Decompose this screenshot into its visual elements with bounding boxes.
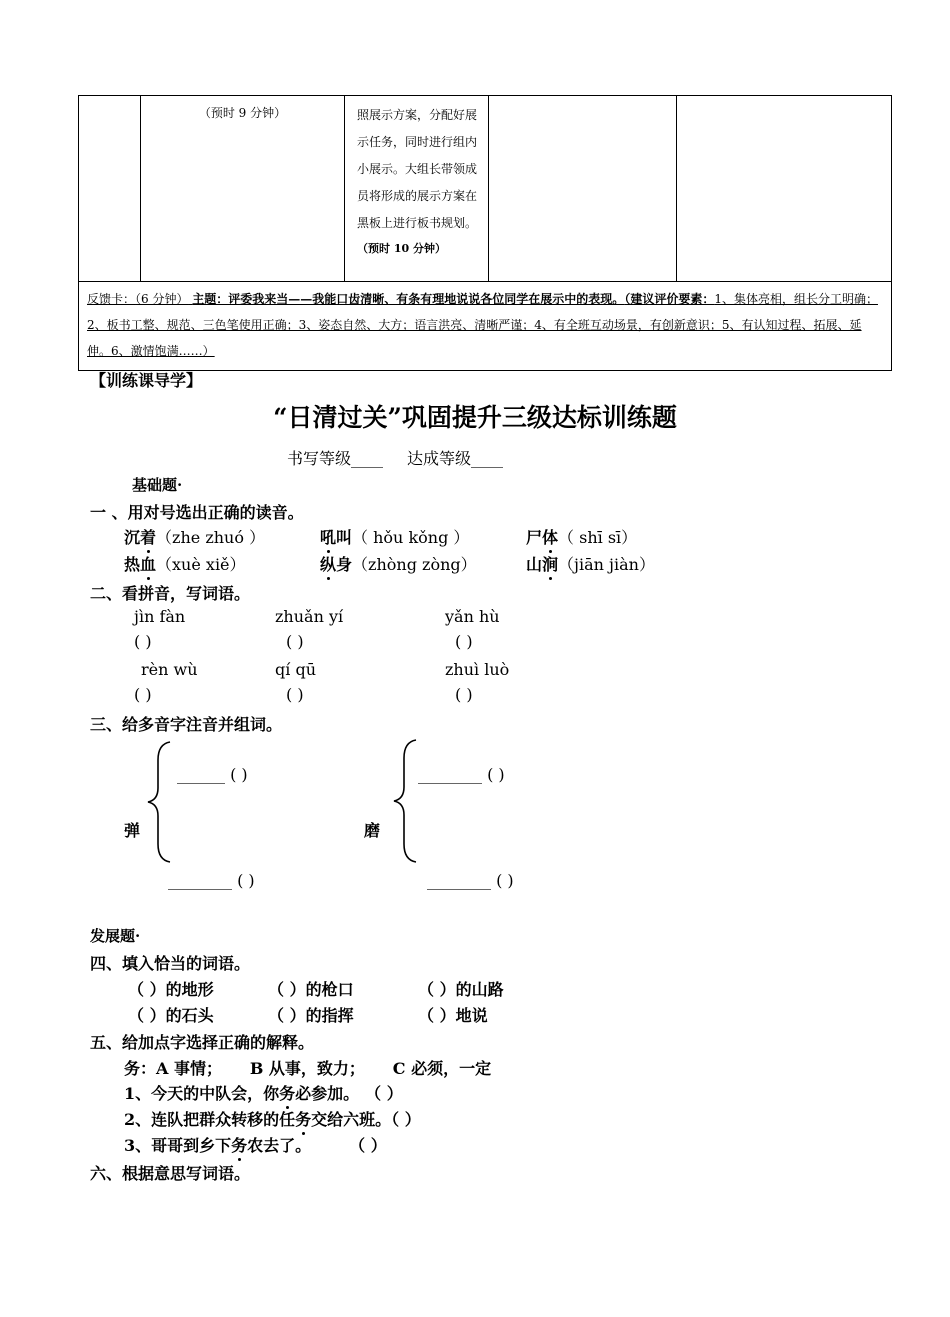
table-cell <box>79 96 141 282</box>
table-cell-time <box>141 96 345 282</box>
q1-item: 沉着（zhe zhuó ） <box>124 525 265 548</box>
table-row <box>79 282 892 371</box>
answer-line[interactable]: ________ ( ) <box>418 765 505 784</box>
table-cell <box>489 96 677 282</box>
pinyin: qí qū <box>275 660 316 679</box>
q1-item: 吼叫（ hǒu kǒng ） <box>320 525 469 548</box>
fill-item[interactable]: （ ）的指挥 <box>268 1006 354 1025</box>
pinyin: zhuǎn yí <box>275 607 344 626</box>
answer-line[interactable]: ________ ( ) <box>168 871 255 890</box>
table-cell <box>677 96 892 282</box>
answer-blank[interactable]: ( ) <box>134 685 152 704</box>
answer-blank[interactable]: ( ) <box>134 632 152 651</box>
feedback-criteria-head: （建议评价要素： <box>624 292 715 306</box>
polyphone-char: 磨 <box>364 821 381 840</box>
answer-blank[interactable]: ( ) <box>455 685 473 704</box>
pinyin: yǎn hù <box>445 607 500 626</box>
achievement-grade: 达成等级____ <box>407 449 504 468</box>
q6-heading: 六、根据意思写词语。 <box>90 1164 251 1183</box>
time-note: （预时 9 分钟） <box>198 106 287 120</box>
fill-item[interactable]: （ ）的山路 <box>418 980 504 999</box>
q4-heading: 四、填入恰当的词语。 <box>90 954 251 973</box>
page-title: “日清过关”巩固提升三级达标训练题 <box>273 403 677 432</box>
definition-line: 务：A 事情； B 从事，致力； C 必须，一定 <box>124 1059 492 1078</box>
answer-blank[interactable]: ( ) <box>286 685 304 704</box>
feedback-theme: 主题：评委我来当——我能口齿清晰、有条有理地说说各位同学在展示中的表现。 <box>192 292 625 306</box>
fill-item[interactable]: （ ）地说 <box>418 1006 488 1025</box>
feedback-time: （6 分钟） <box>135 292 189 306</box>
feedback-card <box>79 282 892 371</box>
feedback-criteria: 1、集体亮相，组长分工明确；2、板书工整、规范、三色笔使用正确；3、姿态自然、大方；语言洪亮、清晰严谨；4、有全班互动场景，有创新意识；5、有认知过程、拓展、延伸。6、激情饱满……） <box>87 292 878 358</box>
lesson-plan-table <box>78 95 892 371</box>
table-row <box>79 96 892 282</box>
q5-item: 1、今天的中队会，你务必参加。 （ ） <box>124 1081 403 1104</box>
section-header: 【训练课导学】 <box>90 371 203 390</box>
q2-heading: 二、看拼音，写词语。 <box>90 584 251 603</box>
q1-item: 山涧（jiān jiàn） <box>526 552 655 575</box>
answer-blank[interactable]: （ ） <box>391 1110 421 1129</box>
answer-line[interactable]: ________ ( ) <box>427 871 514 890</box>
q1-item: 热血（xuè xiě） <box>124 552 246 575</box>
fill-item[interactable]: （ ）的枪口 <box>268 980 354 999</box>
answer-line[interactable]: ______ ( ) <box>177 765 248 784</box>
instruction-text: 照展示方案，分配好展示任务，同时进行组内小展示。大组长带领成员将形成的展示方案在黑板上进行板书规划。 <box>357 108 478 230</box>
fill-item[interactable]: （ ）的石头 <box>128 1006 214 1025</box>
q5-item: 3、哥哥到乡下务农去了。 （ ） <box>124 1133 387 1156</box>
fill-item[interactable]: （ ）的地形 <box>128 980 214 999</box>
table-cell-instructions <box>345 96 489 282</box>
q1-item: 纵身（zhòng zòng） <box>320 552 477 575</box>
answer-blank[interactable]: ( ) <box>286 632 304 651</box>
feedback-prefix: 反馈卡： <box>87 292 136 306</box>
writing-grade: 书写等级____ <box>287 449 384 468</box>
q5-item: 2、连队把群众转移的任务交给六班。（ ） <box>124 1107 421 1130</box>
pinyin: jìn fàn <box>134 607 186 626</box>
time-note: （预时 10 分钟） <box>357 242 446 255</box>
answer-blank[interactable]: （ ） <box>357 1136 387 1155</box>
pinyin: rèn wù <box>141 660 198 679</box>
q1-item: 尸体（ shī sī） <box>526 525 637 548</box>
answer-blank[interactable]: （ ） <box>373 1084 403 1103</box>
q1-heading: 一 、用对号选出正确的读音。 <box>90 503 304 522</box>
basic-label: 基础题· <box>132 476 183 494</box>
left-brace-icon <box>144 740 174 864</box>
left-brace-icon <box>390 738 420 864</box>
polyphone-char: 弹 <box>124 821 141 840</box>
pinyin: zhuì luò <box>445 660 510 679</box>
dev-label: 发展题· <box>90 927 141 945</box>
answer-blank[interactable]: ( ) <box>455 632 473 651</box>
q3-heading: 三、给多音字注音并组词。 <box>90 715 283 734</box>
q5-heading: 五、给加点字选择正确的解释。 <box>90 1033 315 1052</box>
